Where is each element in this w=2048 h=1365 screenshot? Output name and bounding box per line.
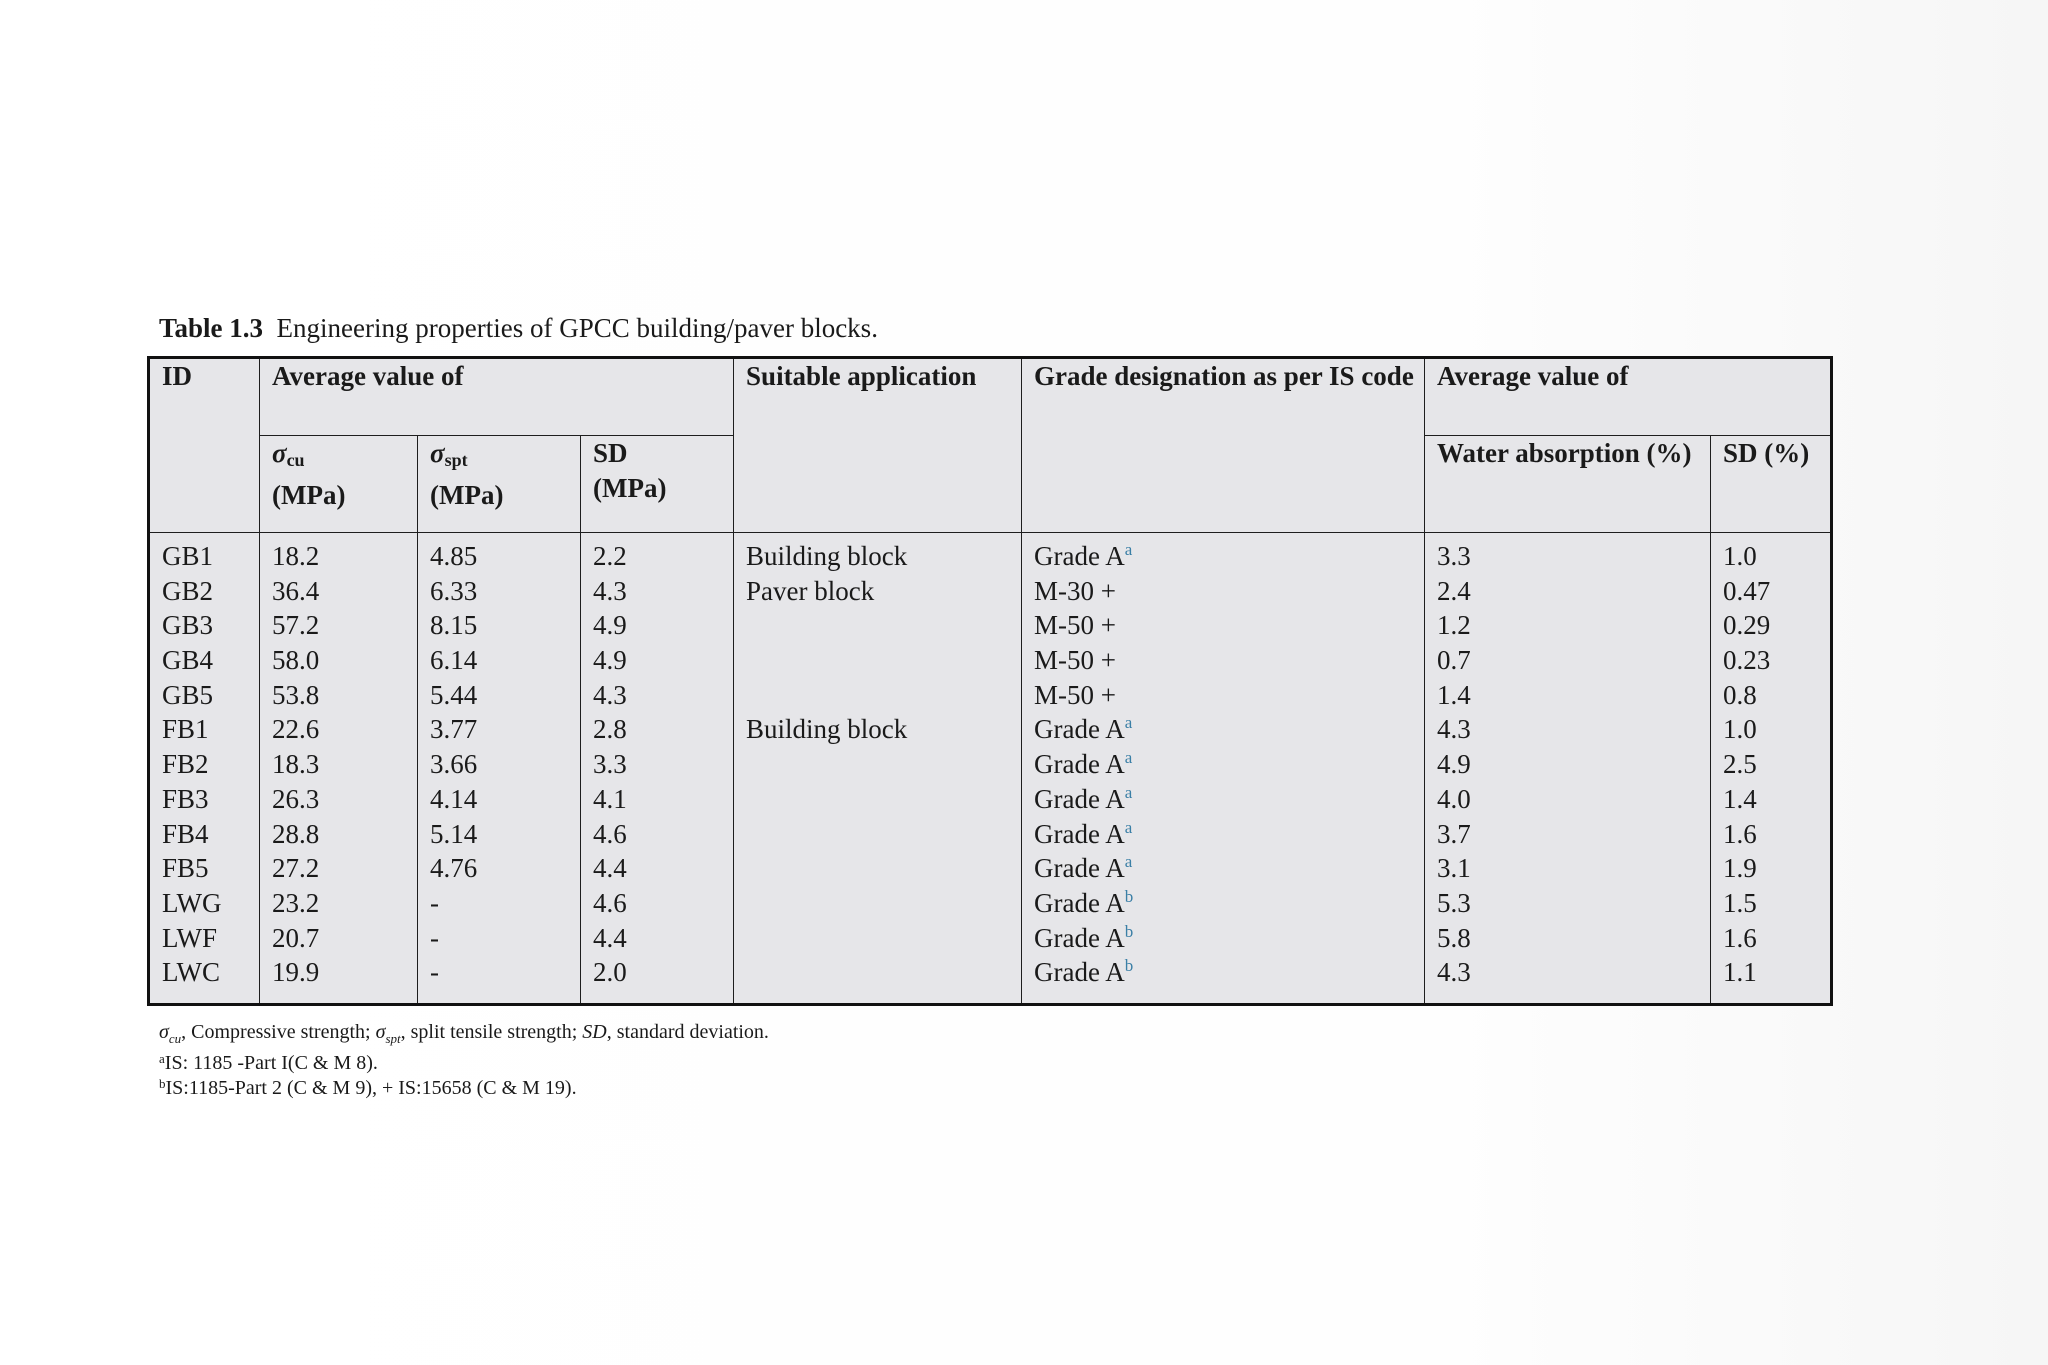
cell-id: GB1	[162, 541, 214, 571]
cell-sd-percent: 1.4	[1723, 783, 1757, 814]
table-footnotes	[159, 1020, 769, 1101]
cell-sigma-cu: 18.2	[272, 541, 320, 571]
cell-sigma-cu: 18.3	[272, 749, 320, 780]
cell-sigma-cu: 22.6	[272, 714, 320, 745]
header-sigma-cu: $\sigma_{cu}$ (MPa)	[260, 436, 418, 533]
cell-id: GB4	[162, 645, 214, 676]
cell-grade: Grade A$^a$	[1034, 852, 1133, 884]
cell-sigma-cu: 58.0	[272, 645, 320, 676]
cell-sd-percent: 1.0	[1723, 541, 1757, 571]
header-average-value-absorption: Average value of	[1425, 358, 1832, 436]
cell-grade: M-50 +	[1034, 679, 1117, 710]
cell-application: Building block	[746, 541, 908, 571]
cell-grade: Grade A$^a$	[1034, 540, 1133, 571]
cell-application	[746, 608, 1021, 643]
cell-sd-percent: 0.8	[1723, 679, 1757, 710]
cell-water-absorption: 4.0	[1437, 783, 1471, 814]
cell-id: GB2	[162, 575, 214, 606]
cell-application	[746, 955, 1021, 990]
footnote-marker: a	[1124, 782, 1133, 802]
cell-sigma-spt: 3.66	[430, 749, 478, 780]
cell-sd-percent: 1.1	[1723, 957, 1757, 988]
cell-sd: 2.2	[593, 541, 627, 571]
cell-application	[746, 747, 1021, 782]
column-application	[734, 533, 1022, 1005]
cell-application	[746, 678, 1021, 713]
cell-sd: 4.9	[593, 610, 627, 641]
cell-grade: M-30 +	[1034, 575, 1117, 606]
cell-sd: 4.6	[593, 818, 627, 849]
cell-grade: Grade A$^b$	[1034, 956, 1134, 988]
cell-sd-percent: 1.5	[1723, 887, 1757, 918]
header-sd-mpa: SD (MPa)	[581, 436, 734, 533]
footnote-marker: a	[1124, 748, 1133, 768]
cell-sd-percent: 0.29	[1723, 610, 1771, 641]
cell-water-absorption: 1.4	[1437, 679, 1471, 710]
cell-grade: Grade A$^a$	[1034, 748, 1133, 780]
cell-sigma-cu: 23.2	[272, 887, 320, 918]
cell-water-absorption: 5.8	[1437, 922, 1471, 953]
cell-grade: M-50 +	[1034, 645, 1117, 676]
cell-sigma-spt: 5.14	[430, 818, 478, 849]
cell-sigma-cu: 20.7	[272, 922, 320, 953]
cell-sd-percent: 0.23	[1723, 645, 1771, 676]
cell-sigma-cu: 53.8	[272, 679, 320, 710]
cell-id: FB2	[162, 749, 209, 780]
table-caption	[159, 310, 878, 346]
cell-water-absorption: 3.3	[1437, 541, 1471, 571]
header-sigma-spt: $\sigma_{spt}$ (MPa)	[418, 436, 581, 533]
cell-sigma-cu: 36.4	[272, 575, 320, 606]
cell-sd: 4.4	[593, 922, 627, 953]
properties-table	[147, 356, 1833, 1006]
table-caption-text: Engineering properties of GPCC building/paver blocks.	[276, 313, 878, 343]
cell-sigma-spt: 4.76	[430, 853, 478, 884]
cell-sigma-cu: 27.2	[272, 853, 320, 884]
cell-sd: 2.8	[593, 714, 627, 745]
footnote-marker: a	[1124, 852, 1133, 872]
cell-grade: Grade A$^a$	[1034, 782, 1133, 814]
cell-sd-percent: 0.47	[1723, 575, 1771, 606]
cell-grade: Grade A$^b$	[1034, 886, 1134, 918]
cell-sigma-cu: 28.8	[272, 818, 320, 849]
header-water-absorption: Water absorption (%)	[1425, 436, 1711, 533]
cell-water-absorption: 1.2	[1437, 610, 1471, 641]
cell-sd: 4.9	[593, 645, 627, 676]
cell-water-absorption: 4.9	[1437, 749, 1471, 780]
cell-sigma-cu: 57.2	[272, 610, 320, 641]
cell-id: FB3	[162, 783, 209, 814]
footnote-marker: a	[1124, 817, 1133, 837]
header-grade-designation: Grade designation as per IS code	[1022, 358, 1425, 533]
cell-water-absorption: 4.3	[1437, 714, 1471, 745]
cell-sd: 2.0	[593, 957, 627, 988]
cell-sd: 4.4	[593, 853, 627, 884]
cell-grade: Grade A$^a$	[1034, 817, 1133, 849]
column-id	[149, 533, 260, 1005]
cell-water-absorption: 5.3	[1437, 887, 1471, 918]
footnote-marker: b	[1124, 886, 1134, 906]
cell-water-absorption: 4.3	[1437, 957, 1471, 988]
column-sd-percent	[1711, 533, 1832, 1005]
cell-sigma-spt: 5.44	[430, 679, 478, 710]
cell-sd-percent: 1.6	[1723, 922, 1757, 953]
footnote-marker: b	[1124, 921, 1134, 941]
cell-sd: 4.3	[593, 679, 627, 710]
cell-sigma-spt: 4.14	[430, 783, 478, 814]
cell-water-absorption: 2.4	[1437, 575, 1471, 606]
footnote-abbreviations: $\sigma_{cu}$, Compressive strength; $\sigma_{spt}$, split tensile strength; SD, standard deviation.	[159, 1021, 769, 1046]
cell-application: Building block	[746, 714, 908, 745]
cell-application: Paver block	[746, 575, 875, 606]
cell-id: FB1	[162, 714, 209, 745]
cell-application	[746, 851, 1021, 886]
cell-water-absorption: 3.7	[1437, 818, 1471, 849]
cell-water-absorption: 0.7	[1437, 645, 1471, 676]
cell-sigma-spt: 6.14	[430, 645, 478, 676]
table-body-row	[149, 533, 1832, 1005]
cell-sigma-spt: -	[430, 957, 439, 988]
cell-grade: Grade A$^b$	[1034, 921, 1134, 953]
header-suitable-application: Suitable application	[734, 358, 1022, 533]
cell-id: LWF	[162, 922, 217, 953]
cell-application	[746, 643, 1021, 678]
cell-sd-percent: 1.9	[1723, 853, 1757, 884]
cell-sigma-spt: -	[430, 887, 439, 918]
cell-id: FB4	[162, 818, 209, 849]
cell-application	[746, 817, 1021, 852]
cell-sigma-spt: 6.33	[430, 575, 478, 606]
cell-grade: Grade A$^a$	[1034, 713, 1133, 745]
column-sigma-cu	[260, 533, 418, 1005]
header-id: ID	[149, 358, 260, 533]
cell-sd: 4.1	[593, 783, 627, 814]
cell-sd: 3.3	[593, 749, 627, 780]
cell-application	[746, 782, 1021, 817]
cell-sigma-spt: -	[430, 922, 439, 953]
footnote-a: $^a$IS: 1185 -Part I(C & M 8).	[159, 1051, 378, 1074]
cell-id: FB5	[162, 853, 209, 884]
column-sigma-spt	[418, 533, 581, 1005]
column-grade	[1022, 533, 1425, 1005]
cell-water-absorption: 3.1	[1437, 853, 1471, 884]
cell-sd: 4.6	[593, 887, 627, 918]
column-sd-mpa	[581, 533, 734, 1005]
cell-sd: 4.3	[593, 575, 627, 606]
footnote-marker: a	[1124, 713, 1133, 733]
cell-sigma-cu: 19.9	[272, 957, 320, 988]
cell-sigma-spt: 4.85	[430, 541, 478, 571]
cell-sd-percent: 1.6	[1723, 818, 1757, 849]
cell-sigma-cu: 26.3	[272, 783, 320, 814]
column-water-absorption	[1425, 533, 1711, 1005]
cell-sd-percent: 2.5	[1723, 749, 1757, 780]
cell-id: GB3	[162, 610, 214, 641]
header-sd-percent: SD (%)	[1711, 436, 1832, 533]
header-average-value-strength: Average value of	[260, 358, 734, 436]
footnote-marker: a	[1124, 540, 1133, 559]
table-caption-label: Table 1.3	[159, 313, 264, 343]
cell-id: LWG	[162, 887, 222, 918]
cell-id: GB5	[162, 679, 214, 710]
cell-application	[746, 886, 1021, 921]
cell-sd-percent: 1.0	[1723, 714, 1757, 745]
cell-application	[746, 921, 1021, 956]
cell-grade: M-50 +	[1034, 610, 1117, 641]
footnote-b: $^b$IS:1185-Part 2 (C & M 9), + IS:15658 (C & M 19).	[159, 1076, 577, 1099]
cell-sigma-spt: 8.15	[430, 610, 478, 641]
cell-sigma-spt: 3.77	[430, 714, 478, 745]
cell-id: LWC	[162, 957, 220, 988]
footnote-marker: b	[1124, 956, 1134, 976]
